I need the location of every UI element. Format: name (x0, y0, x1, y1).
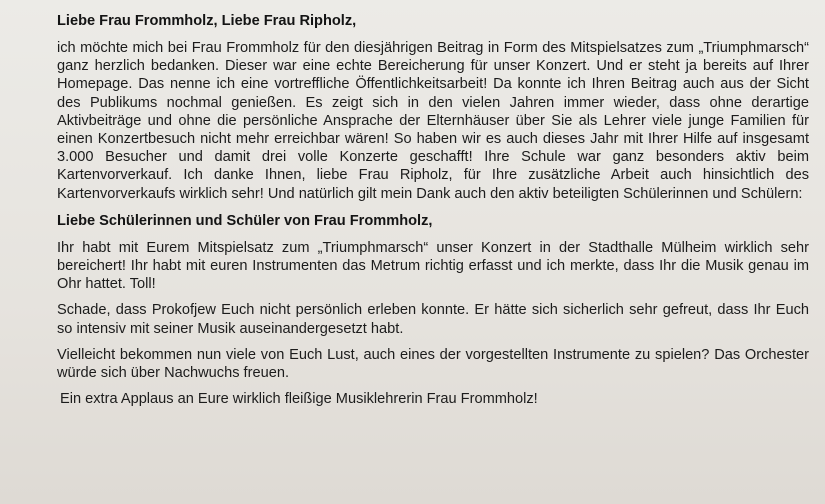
paragraph-thanks: ich möchte mich bei Frau Frommholz für den diesjährigen Beitrag in Form des Mitspielsatzes zum „Triumphmarsch“ ganz herzlich bedanken. Dieser war eine echte Bereicherung für unser Konzert. Und er steht ja bereits auf Ihrer Homepage. Das nenne ich eine vortreffliche Öffentlichkeitsarbeit! Da konnte ich Ihren Beitrag auch aus der Sicht des Publikums nochmal genießen. Es zeigt sich in den vielen Jahren immer wieder, dass ohne derartige Aktivbeiträge und ohne die persönliche Ansprache der Elternhäuser über Sie als Lehrer viele junge Familien für einen Konzertbesuch nicht mehr erreichbar wären! So haben wir es auch dieses Jahr mit Ihrer Hilfe auf insgesamt 3.000 Besucher und damit drei volle Konzerte geschafft! Ihre Schule war ganz besonders aktiv beim Kartenvorverkauf. Ich danke Ihnen, liebe Frau Ripholz, für Ihre zusätzliche Arbeit auch hinsichtlich des Kartenvorverkaufs wirklich sehr! Und natürlich gilt mein Dank auch den aktiv beteiligten Schülerinnen und Schülern: (57, 40, 809, 202)
paragraph-students: Ihr habt mit Eurem Mitspielsatz zum „Triumphmarsch“ unser Konzert in der Stadthalle Mülheim wirklich sehr bereichert! Ihr habt mit euren Instrumenten das Metrum richtig erfasst und ich merkte, dass Ihr die Musik genau im Ohr hattet. Toll! (57, 239, 809, 293)
paragraph-instruments: Vielleicht bekommen nun viele von Euch Lust, auch eines der vorgestellten Instrumente zu spielen? Das Orchester würde sich über Nachwuchs freuen. (57, 346, 809, 382)
paragraph-prokofjew: Schade, dass Prokofjew Euch nicht persönlich erleben konnte. Er hätte sich sicherlich sehr gefreut, dass Ihr Euch so intensiv mit seiner Musik auseinandergesetzt habt. (57, 302, 809, 337)
greeting-students: Liebe Schülerinnen und Schüler von Frau Frommholz, (57, 212, 433, 229)
greeting-teachers: Liebe Frau Frommholz, Liebe Frau Ripholz, (57, 13, 357, 29)
closing-applause: Ein extra Applaus an Eure wirklich fleißige Musiklehrerin Frau Frommholz! (60, 391, 538, 408)
